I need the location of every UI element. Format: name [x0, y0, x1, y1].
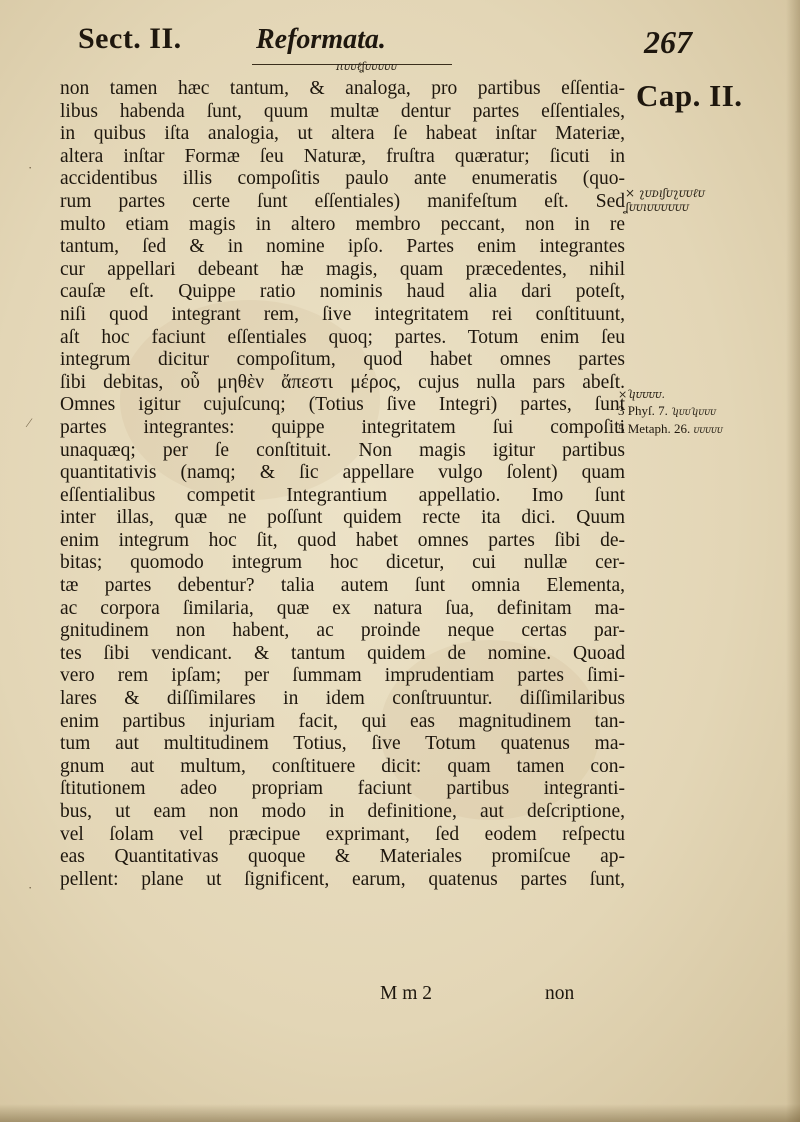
- text-line: vero rem ipſam; per ſummam imprudentiam partes ſimi-: [60, 665, 625, 687]
- text-line: tes ſibi vendicant. & tantum quidem de nomine. Quoad: [60, 642, 625, 664]
- text-line: inter illas, quæ ne poſſunt quidem recte ita dici. Quum: [60, 507, 625, 529]
- text-line: altera inſtar Formæ ſeu Naturæ, fruſtra quæratur; ſicuti in: [60, 145, 625, 167]
- text-line: in quibus iſta analogia, ut altera ſe habeat inſtar Materiæ,: [60, 123, 625, 145]
- text-line: quantitativis (namq; & ſic appellare vulgo ſolent) quam: [60, 462, 625, 484]
- page-edge-shadow: [786, 0, 800, 1122]
- text-line: eſſentialibus competit Integrantium appellatio. Imo ſunt: [60, 484, 625, 506]
- text-line: eas Quantitativas quoque & Materiales promiſcue ap-: [60, 846, 625, 868]
- text-line: aſt hoc faciunt eſſentiales quoq; partes. Totum enim ſeu: [60, 326, 625, 348]
- page-number: 267: [644, 24, 692, 60]
- text-line: enim integrum hoc ſit, quod habet omnes partes ſibi de-: [60, 529, 625, 551]
- page-edge-shadow: [0, 1104, 800, 1122]
- text-line: vel ſolam vel præcipue exprimant, ſed eodem reſpectu: [60, 823, 625, 845]
- text-line: lares & diſſimilares in idem conſtruuntur. diſſimilaribus: [60, 688, 625, 710]
- section-heading: Sect. II.: [78, 22, 182, 55]
- text-line: Omnes igitur cujuſcunq; (Totius ſive Integri) partes, ſunt: [60, 394, 625, 416]
- handwritten-annotation-top: ɪιᴜᴜℓʆᴜᴜᴜᴜᴜ: [336, 60, 398, 73]
- text-line: libus habenda ſunt, quum multæ dentur partes eſſentiales,: [60, 100, 625, 122]
- margin-references: [618, 386, 723, 439]
- metaphysics-reference: 5 Metaph.: [618, 421, 671, 436]
- text-line: multo etiam magis in altero membro peccant, non in re: [60, 213, 625, 235]
- margin-handwritten-note: × ʅᴜᴅıʃᴜʅᴜᴜℓᴜ ʆᴜᴜıᴜᴜᴜᴜᴜᴜ: [625, 186, 705, 214]
- text-line: integrum dicitur compoſitum, quod habet omnes partes: [60, 349, 625, 371]
- text-line: tæ partes debentur? talia autem ſunt omnia Elementa,: [60, 575, 625, 597]
- text-line: bus, ut eam non modo in definitione, aut deſcriptione,: [60, 801, 625, 822]
- text-line: cur appellari debeant hæ magis, quam præcedentes, nihil: [60, 258, 625, 280]
- text-line: gnitudinem non habent, ac proinde neque certas par-: [60, 620, 625, 642]
- text-line: bitas; quomodo integrum hoc dicetur, cui nullæ cer-: [60, 552, 625, 574]
- text-line: unaquæq; per ſe conſtituit. Non magis igitur partibus: [60, 439, 625, 461]
- text-line: tum aut multitudinem Totius, ſive Totum quatenus ma-: [60, 733, 625, 755]
- margin-mark: ·: [28, 160, 33, 175]
- catchword: non: [545, 983, 575, 1004]
- text-line: pellent: plane ut ſignificent, earum, quatenus partes ſunt,: [60, 868, 625, 890]
- margin-handwritten-note: ×ʮᴜᴜᴜᴜ.: [618, 388, 666, 401]
- metaphysics-reference-number: 26.: [673, 421, 691, 436]
- text-line: gnum aut multum, conſtituere dicit: quam tamen con-: [60, 755, 625, 777]
- text-line: ſibi debitas, οὗ μηθὲν ἄπεστι μέρος, cujus nulla pars abeſt.: [60, 371, 625, 393]
- text-line: non tamen hæc tantum, & analoga, pro partibus eſſentia-: [60, 78, 625, 99]
- text-line: ac corpora ſimilaria, quæ ex natura ſua, definitam ma-: [60, 597, 625, 619]
- chapter-marker: Cap. II.: [636, 78, 743, 113]
- margin-handwritten-note: ʮᴜᴜʮᴜᴜᴜ: [671, 407, 716, 418]
- margin-mark: ⁄: [28, 415, 31, 430]
- signature-mark: M m 2: [380, 983, 433, 1004]
- text-line: enim partibus injuriam facit, qui eas magnitudinem tan-: [60, 710, 625, 732]
- text-line: rum partes certe ſunt eſſentiales) manifeſtum eſt. Sed: [60, 190, 625, 212]
- physics-reference: 3 Phyſ. 7.: [618, 403, 668, 418]
- main-text-block: [60, 78, 625, 891]
- page-header: [0, 0, 800, 80]
- text-line: accidentibus illis compoſitis paulo ante enumeratis (quo-: [60, 168, 625, 190]
- margin-handwritten-note: ᴜᴜᴜᴜᴜ: [693, 425, 723, 436]
- text-line: ſtitutionem adeo propriam faciunt partibus integranti-: [60, 778, 625, 800]
- text-line: cauſæ eſt. Quippe ratio nominis haud alia dari poteſt,: [60, 281, 625, 303]
- text-line: niſi quod integrant rem, ſive integritatem rei conſtituunt,: [60, 303, 625, 325]
- running-title: Reformata.: [256, 24, 386, 55]
- text-line: partes integrantes: quippe integritatem ſui compoſiti: [60, 416, 625, 438]
- margin-mark: ·: [28, 880, 33, 895]
- text-line: tantum, ſed & in nomine ipſo. Partes enim integrantes: [60, 236, 625, 258]
